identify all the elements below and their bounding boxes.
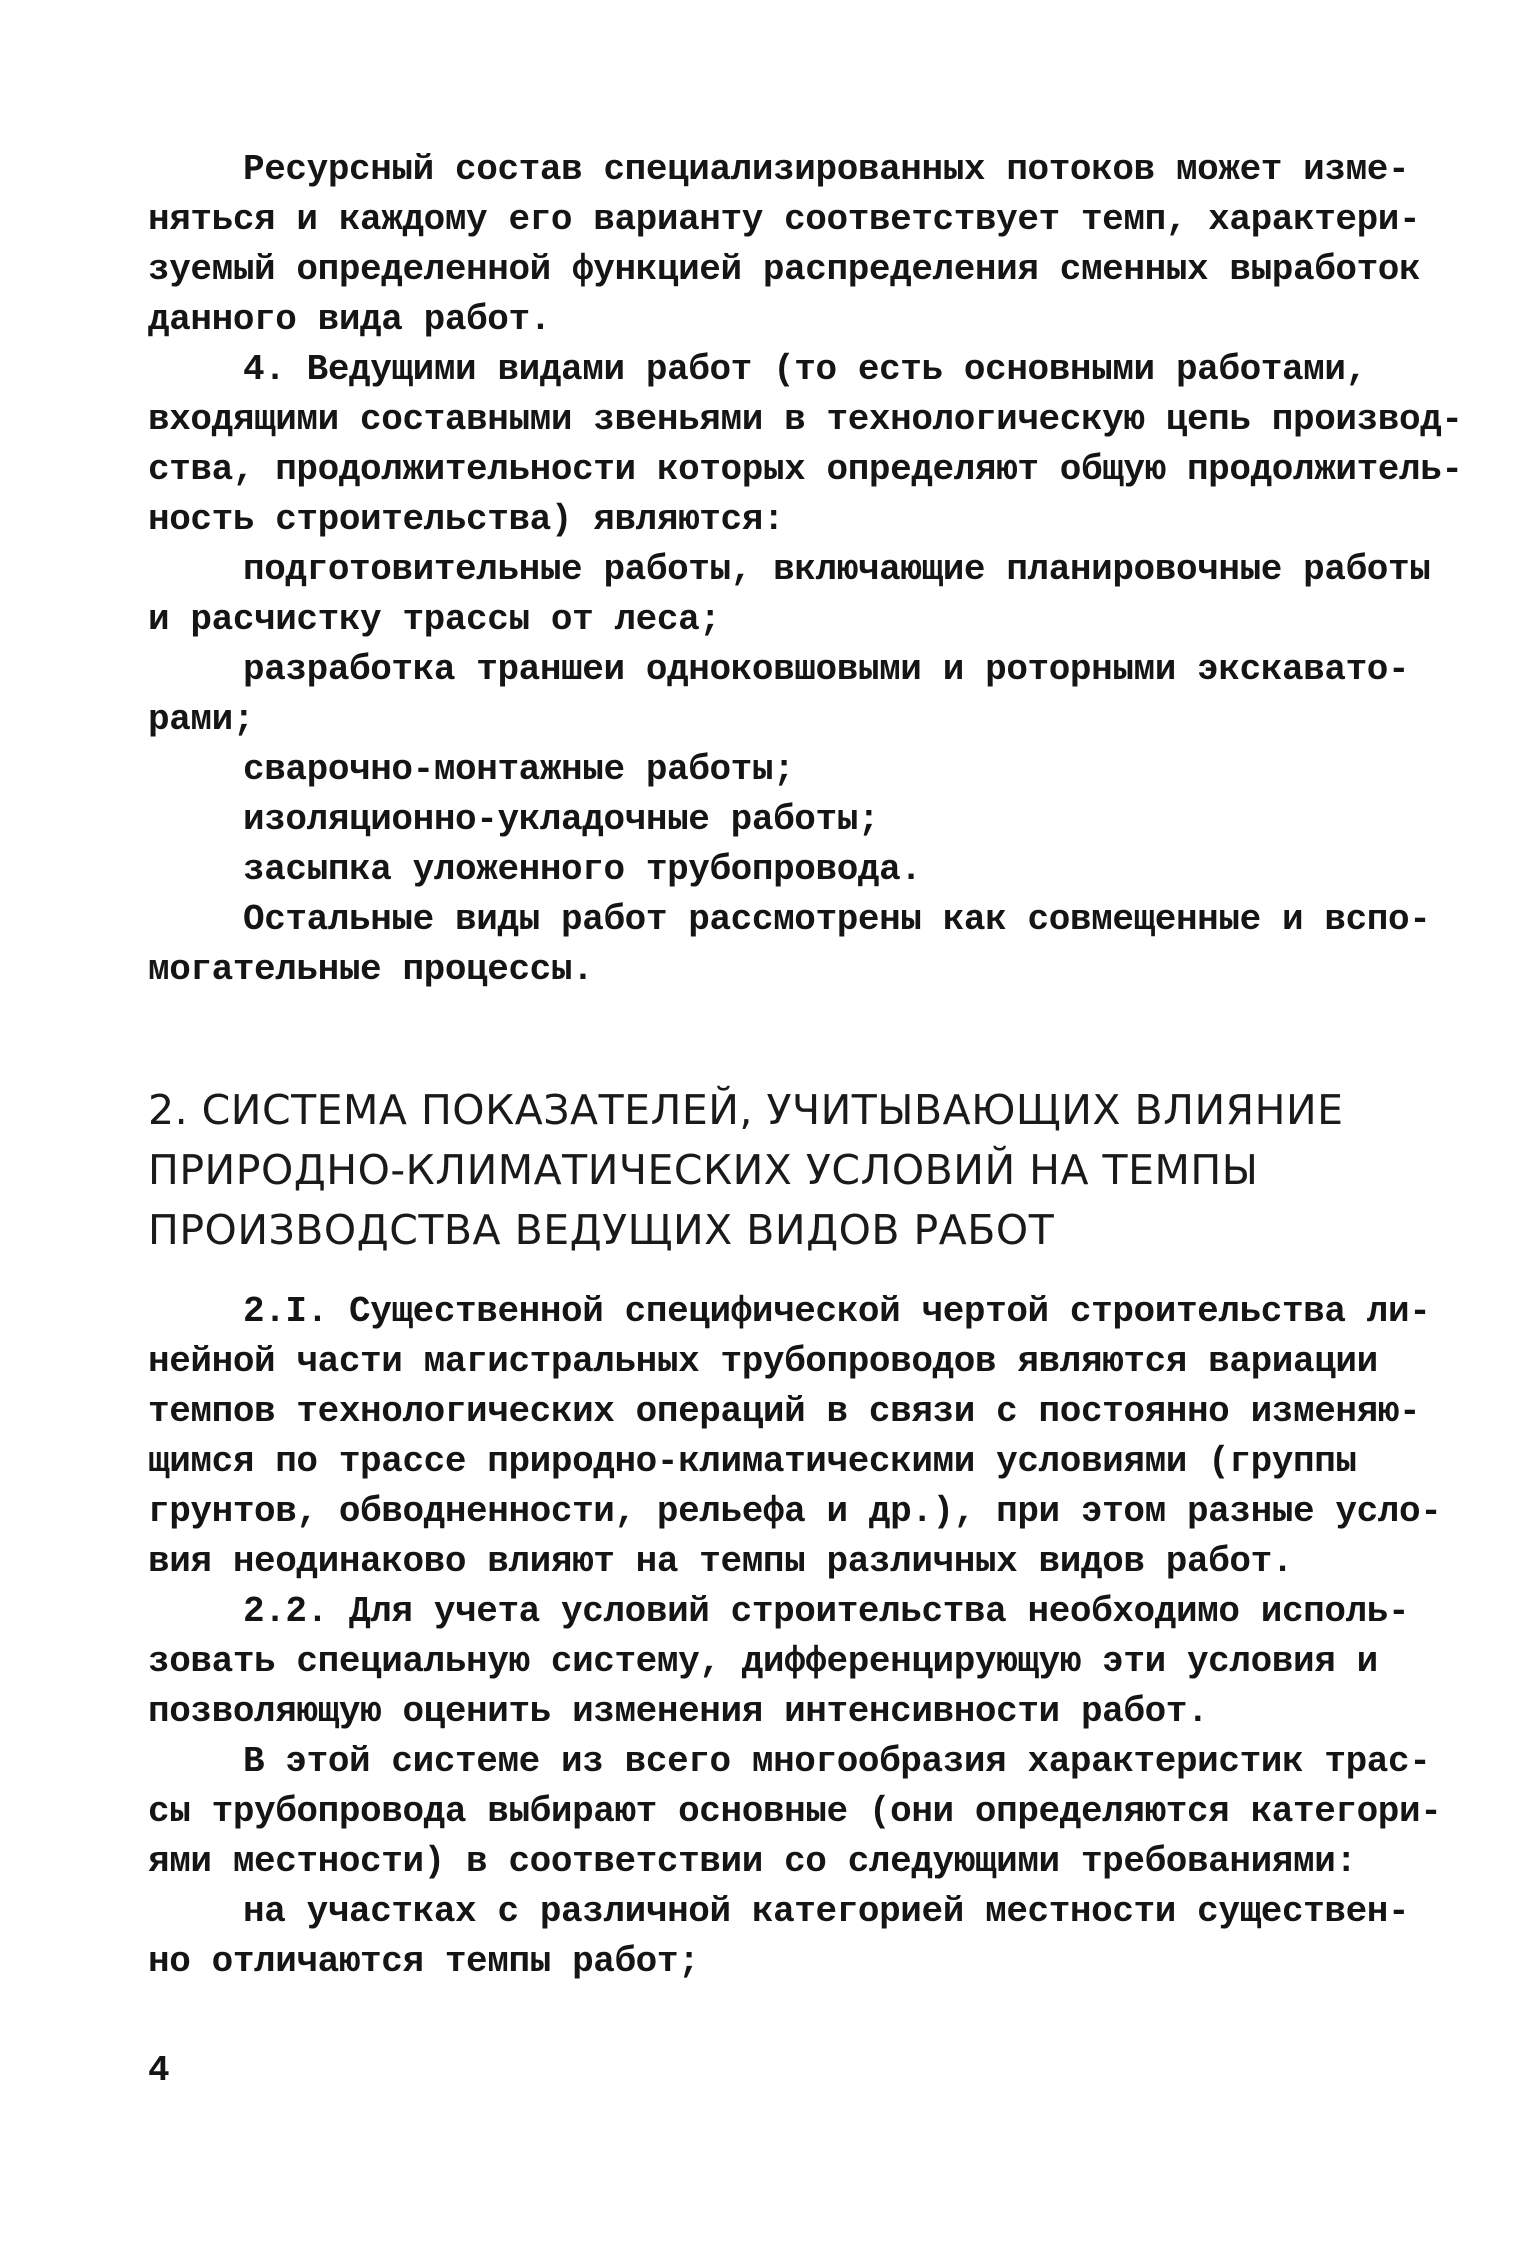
text-line: ность строительства) являются: bbox=[148, 499, 785, 540]
page-number: 4 bbox=[148, 2050, 170, 2091]
text-line: сварочно-монтажные работы; bbox=[243, 749, 795, 790]
text-line: Ресурсный состав специализированных потоков может изме- bbox=[243, 149, 1410, 190]
text-line: изоляционно-укладочные работы; bbox=[243, 799, 880, 840]
text-line: сы трубопровода выбирают основные (они определяются категори- bbox=[148, 1791, 1442, 1832]
text-line: нейной части магистральных трубопроводов являются вариации bbox=[148, 1341, 1378, 1382]
text-line: рами; bbox=[148, 699, 255, 740]
text-line: вия неодинаково влияют на темпы различных видов работ. bbox=[148, 1541, 1293, 1582]
text-line: зовать специальную систему, дифференцирующую эти условия и bbox=[148, 1641, 1378, 1682]
text-line: 4. Ведущими видами работ (то есть основными работами, bbox=[243, 349, 1367, 390]
section-heading-line: ПРИРОДНО-КЛИМАТИЧЕСКИХ УСЛОВИЙ НА ТЕМПЫ bbox=[148, 1146, 1259, 1194]
text-line: и расчистку трассы от леса; bbox=[148, 599, 721, 640]
text-line: зуемый определенной функцией распределения сменных выработок bbox=[148, 249, 1421, 290]
text-line: могательные процессы. bbox=[148, 949, 594, 990]
text-line: 2.I. Существенной специфической чертой строительства ли- bbox=[243, 1291, 1431, 1332]
text-line: засыпка уложенного трубопровода. bbox=[243, 849, 922, 890]
section-heading-line: ПРОИЗВОДСТВА ВЕДУЩИХ ВИДОВ РАБОТ bbox=[148, 1206, 1055, 1254]
text-line: щимся по трассе природно-климатическими условиями (группы bbox=[148, 1441, 1357, 1482]
text-line: ями местности) в соответствии со следующими требованиями: bbox=[148, 1841, 1357, 1882]
text-line: грунтов, обводненности, рельефа и др.), при этом разные усло- bbox=[148, 1491, 1442, 1532]
text-line: няться и каждому его варианту соответствует темп, характери- bbox=[148, 199, 1421, 240]
text-line: на участках с различной категорией местности существен- bbox=[243, 1891, 1410, 1932]
text-line: позволяющую оценить изменения интенсивности работ. bbox=[148, 1691, 1209, 1732]
text-line: но отличаются темпы работ; bbox=[148, 1941, 700, 1982]
text-line: 2.2. Для учета условий строительства необходимо исполь- bbox=[243, 1591, 1410, 1632]
text-line: В этой системе из всего многообразия характеристик трас- bbox=[243, 1741, 1431, 1782]
text-line: входящими составными звеньями в технологическую цепь производ- bbox=[148, 399, 1463, 440]
text-line: данного вида работ. bbox=[148, 299, 551, 340]
section-heading-line: 2. СИСТЕМА ПОКАЗАТЕЛЕЙ, УЧИТЫВАЮЩИХ ВЛИЯНИЕ bbox=[148, 1086, 1344, 1134]
text-line: разработка траншеи одноковшовыми и роторными экскавато- bbox=[243, 649, 1410, 690]
text-line: подготовительные работы, включающие планировочные работы bbox=[243, 549, 1431, 590]
text-line: ства, продолжительности которых определяют общую продолжитель- bbox=[148, 449, 1463, 490]
text-line: Остальные виды работ рассмотрены как совмещенные и вспо- bbox=[243, 899, 1431, 940]
text-line: темпов технологических операций в связи с постоянно изменяю- bbox=[148, 1391, 1421, 1432]
